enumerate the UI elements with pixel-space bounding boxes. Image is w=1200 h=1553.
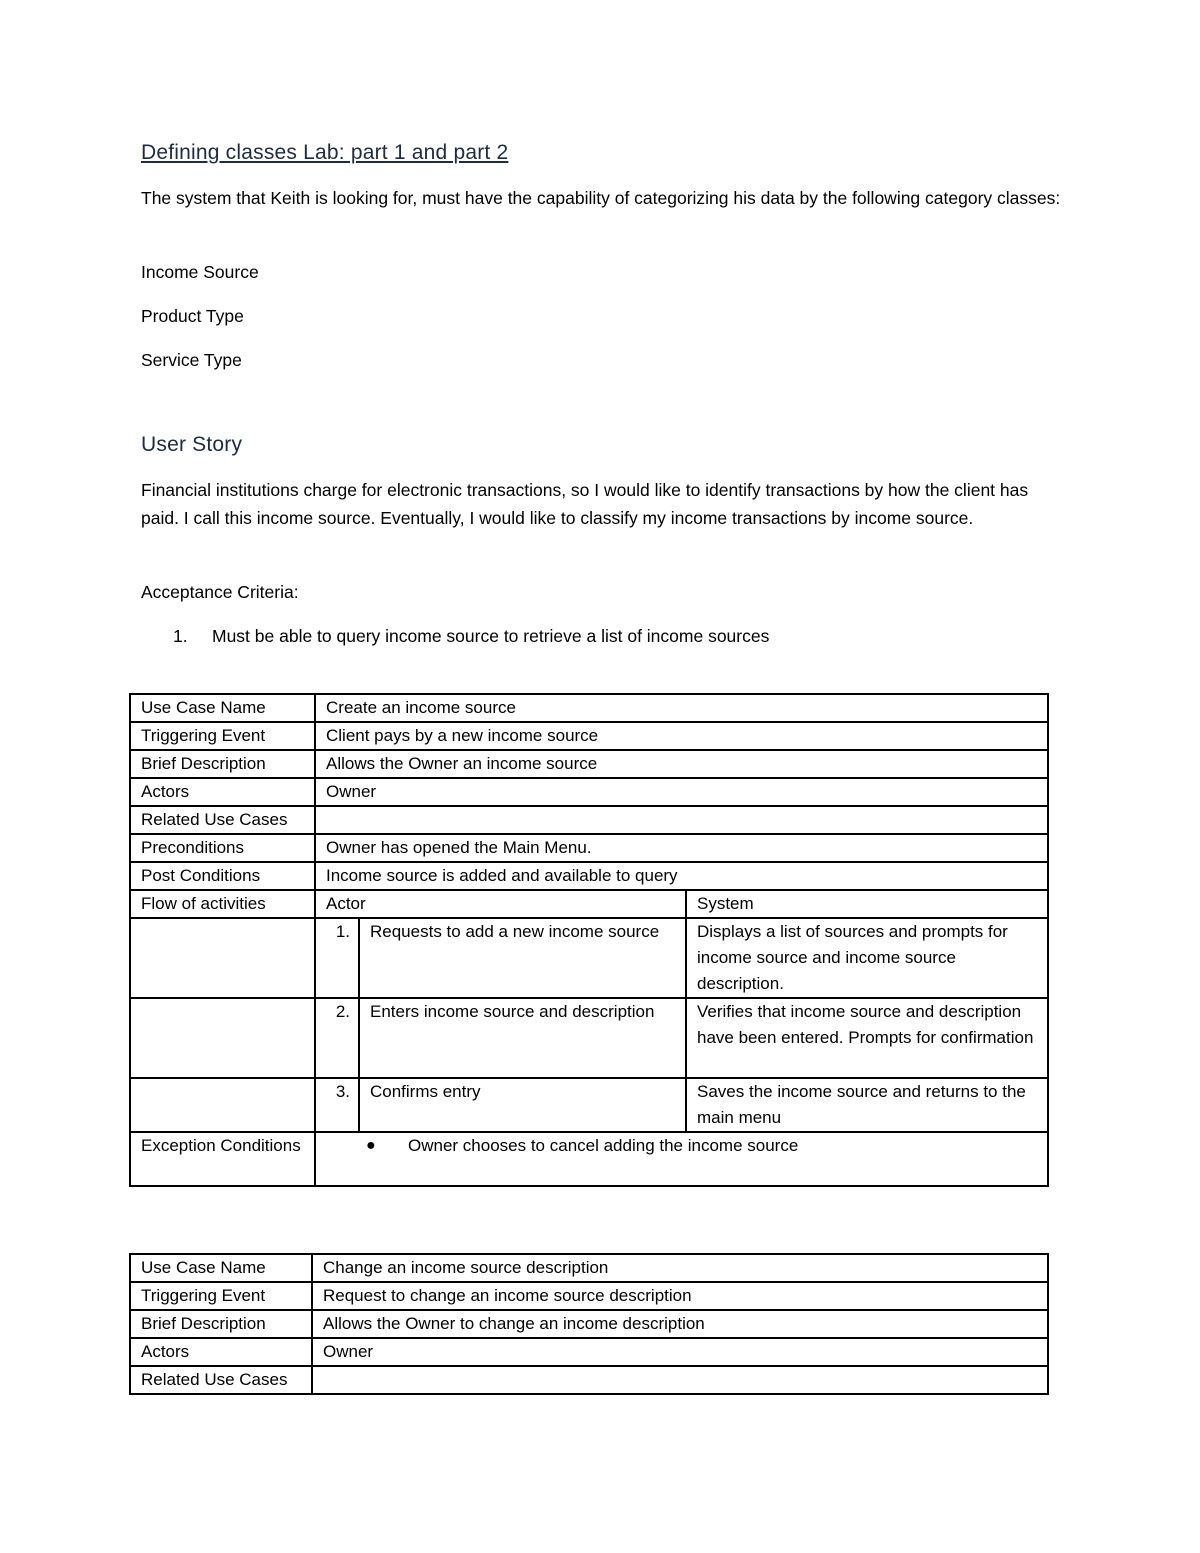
- exception-row: [130, 1132, 1048, 1186]
- row-label: Preconditions: [130, 834, 315, 862]
- acceptance-criteria-label: Acceptance Criteria:: [141, 582, 299, 602]
- category-product-type: Product Type: [141, 306, 244, 326]
- row-label: Triggering Event: [130, 1282, 312, 1310]
- row-value: [315, 806, 1048, 834]
- flow-step-row: [130, 1078, 1048, 1132]
- category-income-source: Income Source: [141, 262, 259, 282]
- table-row: [130, 694, 1048, 722]
- document-title: Defining classes Lab: part 1 and part 2: [141, 141, 509, 164]
- flow-step-number: 3.: [315, 1078, 359, 1132]
- row-value: Request to change an income source description: [312, 1282, 1048, 1310]
- table-row: [130, 1282, 1048, 1310]
- flow-step-spacer: [130, 918, 315, 998]
- flow-step-actor: Requests to add a new income source: [359, 918, 686, 998]
- row-value: Change an income source description: [312, 1254, 1048, 1282]
- table-row: [130, 1254, 1048, 1282]
- row-label: Post Conditions: [130, 862, 315, 890]
- use-case-table-change: [129, 1253, 1049, 1395]
- actor-header: Actor: [315, 890, 686, 918]
- flow-step-spacer: [130, 998, 315, 1078]
- table-row: [130, 750, 1048, 778]
- row-label: Brief Description: [130, 1310, 312, 1338]
- exception-item: [326, 1133, 1037, 1159]
- row-label: Use Case Name: [130, 1254, 312, 1282]
- system-header: System: [686, 890, 1048, 918]
- flow-step-system: Displays a list of sources and prompts for income source and income source description.: [686, 918, 1048, 998]
- exception-cell: [315, 1132, 1048, 1186]
- table-row: [130, 1338, 1048, 1366]
- criteria-text: Must be able to query income source to retrieve a list of income sources: [212, 626, 770, 646]
- row-value: Owner: [312, 1338, 1048, 1366]
- table-row: [130, 722, 1048, 750]
- flow-step-actor: Enters income source and description: [359, 998, 686, 1078]
- row-value: [312, 1366, 1048, 1394]
- intro-paragraph: The system that Keith is looking for, must have the capability of categorizing his data by the following category classes:: [141, 188, 1061, 208]
- table-row: [130, 1366, 1048, 1394]
- criteria-number: 1.: [173, 626, 188, 646]
- use-case-table-create: [129, 693, 1049, 1187]
- flow-step-row: [130, 998, 1048, 1078]
- row-value: Owner has opened the Main Menu.: [315, 834, 1048, 862]
- flow-step-system: Saves the income source and returns to the main menu: [686, 1078, 1048, 1132]
- row-value: Client pays by a new income source: [315, 722, 1048, 750]
- row-label: Actors: [130, 1338, 312, 1366]
- flow-step-actor: Confirms entry: [359, 1078, 686, 1132]
- row-label: Use Case Name: [130, 694, 315, 722]
- row-value: Income source is added and available to query: [315, 862, 1048, 890]
- user-story-heading: User Story: [141, 433, 243, 456]
- table-row: [130, 806, 1048, 834]
- row-label: Related Use Cases: [130, 1366, 312, 1394]
- table-row: [130, 1310, 1048, 1338]
- row-label: Brief Description: [130, 750, 315, 778]
- user-story-text: Financial institutions charge for electronic transactions, so I would like to identify transactions by how the client has paid. I call this income source. Eventually, I would like to classify my income transactions by income source.: [141, 480, 1029, 528]
- flow-step-spacer: [130, 1078, 315, 1132]
- row-label: Triggering Event: [130, 722, 315, 750]
- table-row: [130, 862, 1048, 890]
- category-service-type: Service Type: [141, 350, 242, 370]
- row-value: Allows the Owner an income source: [315, 750, 1048, 778]
- row-label: Related Use Cases: [130, 806, 315, 834]
- exception-text: Owner chooses to cancel adding the income source: [408, 1136, 799, 1155]
- flow-step-system: Verifies that income source and description have been entered. Prompts for confirmation: [686, 998, 1048, 1078]
- flow-step-number: 1.: [315, 918, 359, 998]
- table-row: [130, 834, 1048, 862]
- row-value: Create an income source: [315, 694, 1048, 722]
- flow-label: Flow of activities: [130, 890, 315, 918]
- row-value: Allows the Owner to change an income description: [312, 1310, 1048, 1338]
- flow-header-row: [130, 890, 1048, 918]
- row-value: Owner: [315, 778, 1048, 806]
- flow-step-row: [130, 918, 1048, 998]
- bullet-icon: ●: [366, 1137, 376, 1154]
- exception-label: Exception Conditions: [130, 1132, 315, 1186]
- row-label: Actors: [130, 778, 315, 806]
- table-row: [130, 778, 1048, 806]
- flow-step-number: 2.: [315, 998, 359, 1078]
